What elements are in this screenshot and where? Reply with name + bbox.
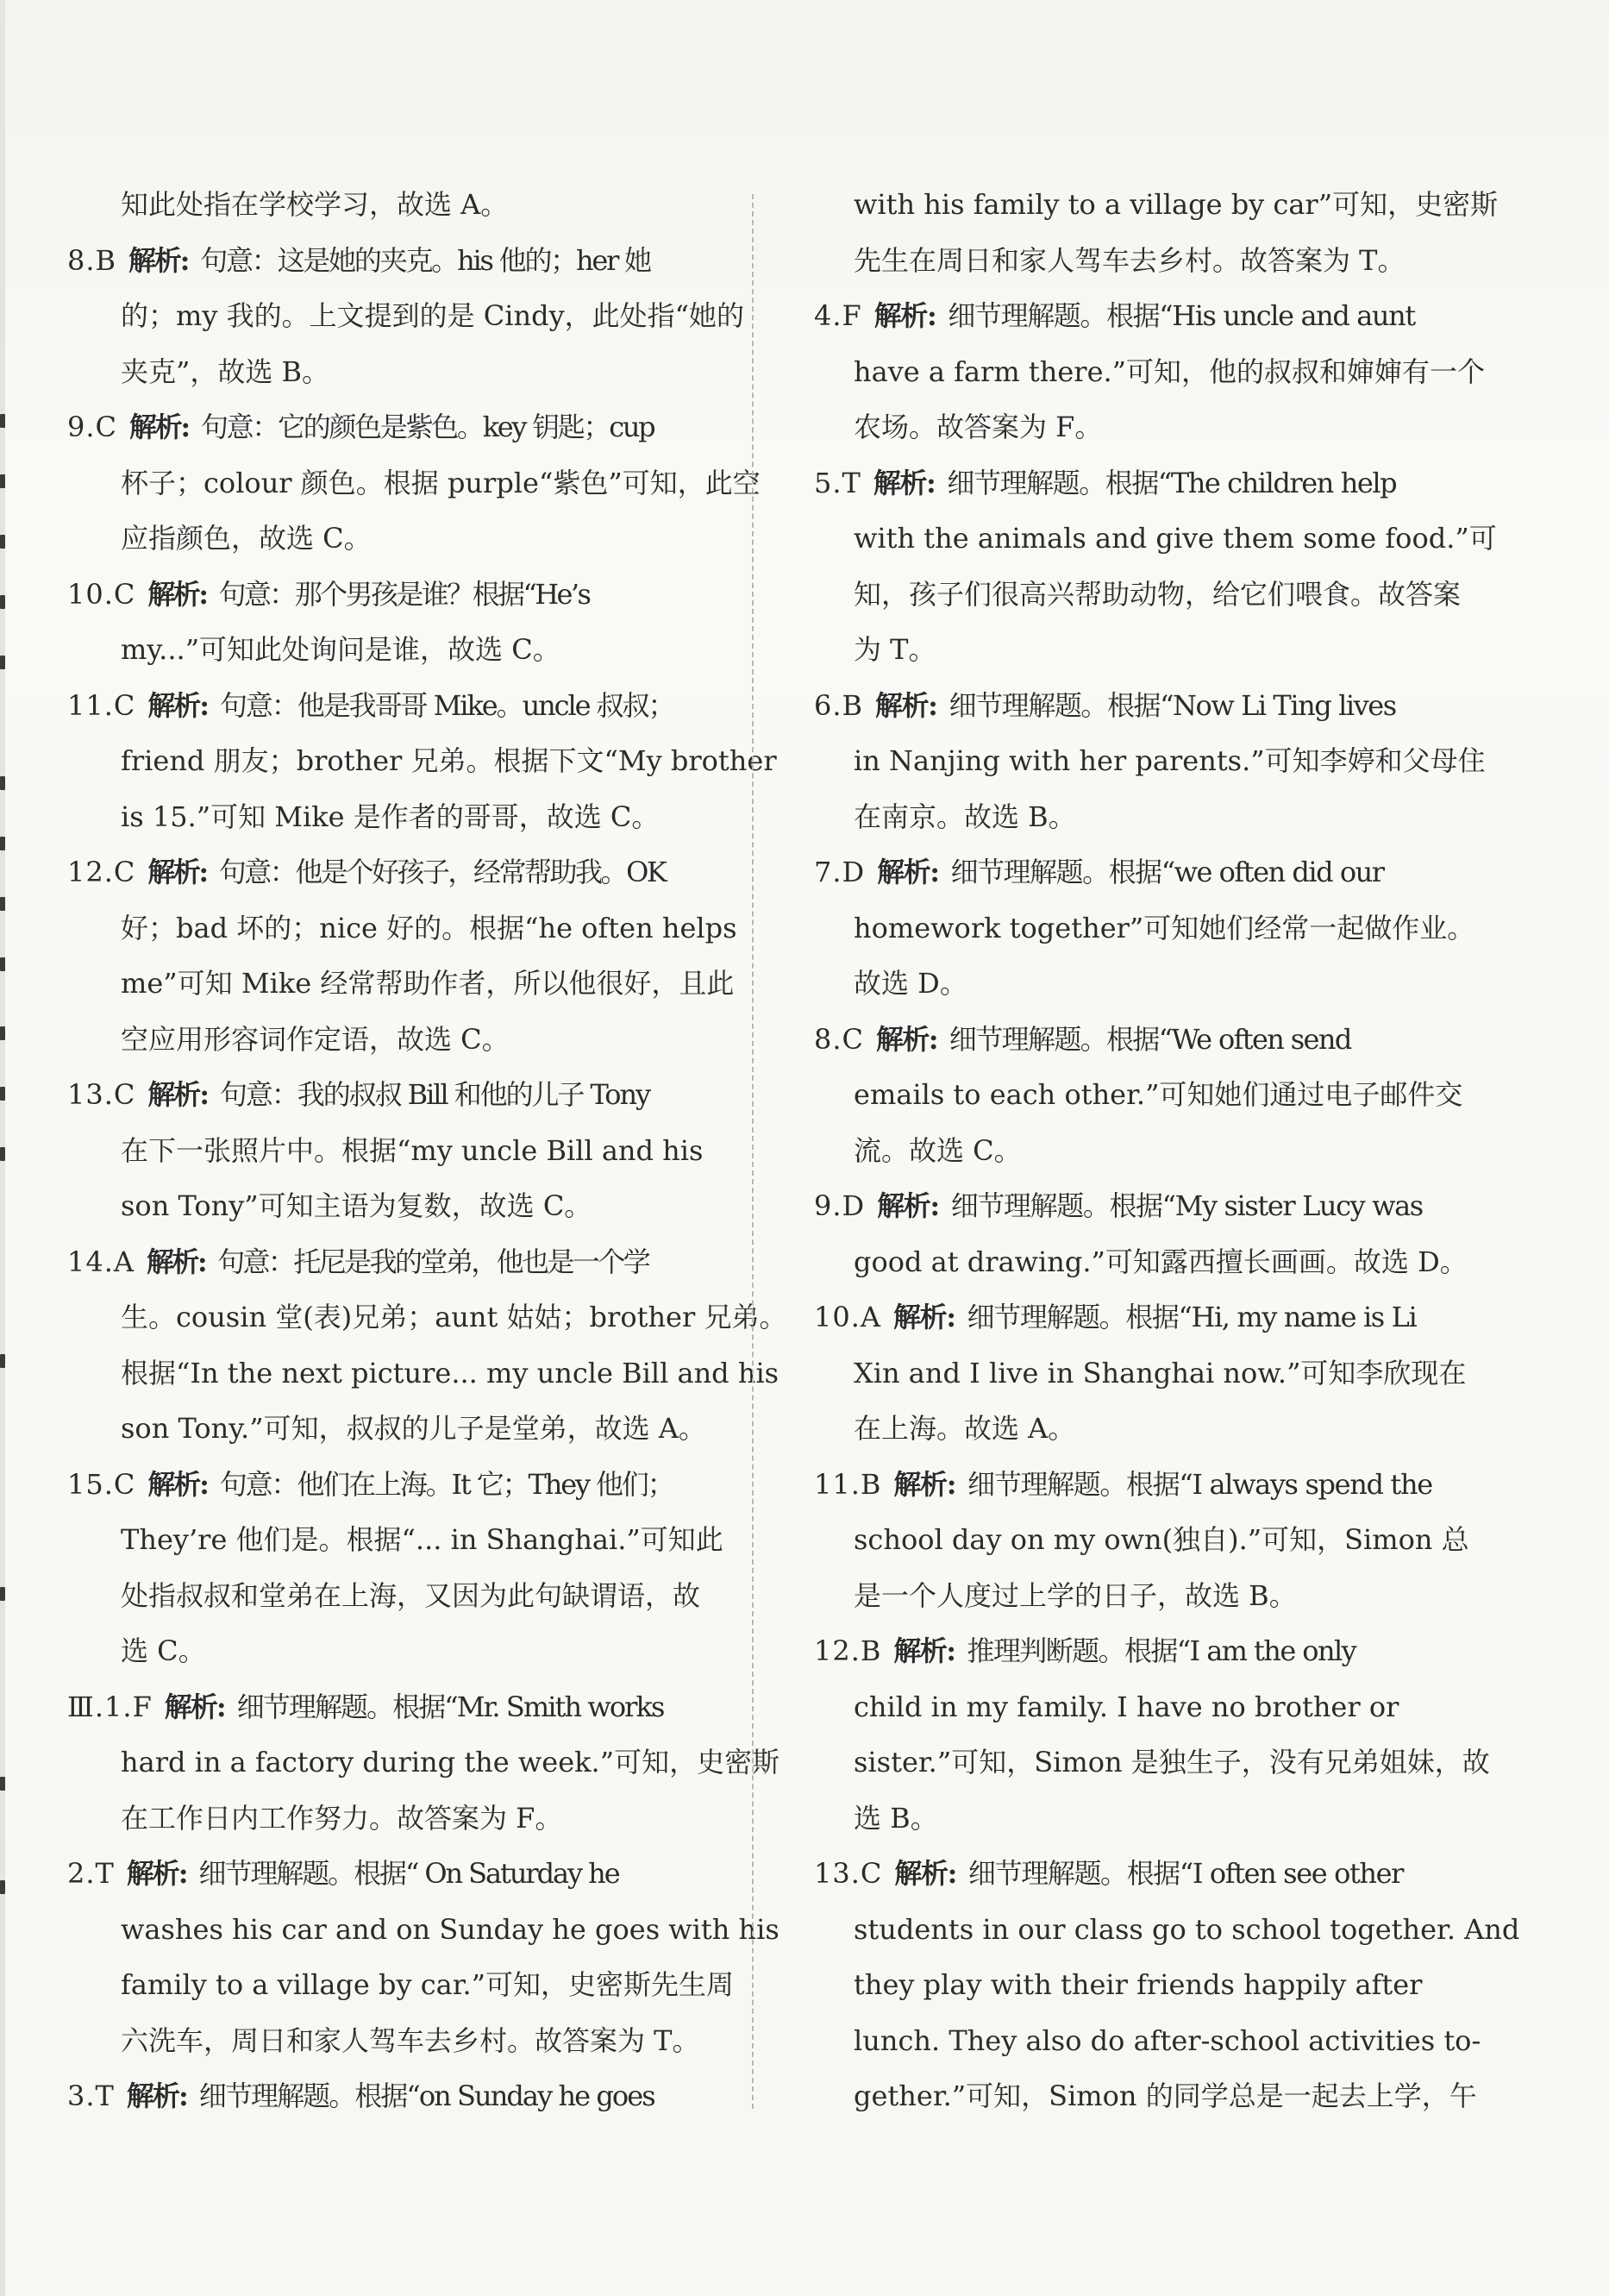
answer-text: 细节理解题。根据“My sister Lucy was [950, 1189, 1423, 1222]
question-number: 3.T [67, 2080, 115, 2112]
answer-text: 细节理解题。根据“We often send [948, 1022, 1351, 1056]
answer-text: with the animals and give them some food.”可 [854, 522, 1497, 555]
question-number: 8.B [67, 243, 117, 277]
answer-entry [814, 288, 1543, 455]
answer-line [854, 2013, 1543, 2069]
answer-text: 生。cousin 堂(表)兄弟；aunt 姑姑；brother 兄弟。 [121, 1301, 787, 1333]
answer-text: 句意：那个男孩是谁？根据“He’s [218, 577, 590, 611]
left-column [67, 177, 811, 2124]
answer-text: 细节理解题。根据“I always spend the [967, 1467, 1432, 1501]
answer-line [854, 1735, 1543, 1791]
answer-text: 细节理解题。根据“Hi, my name is Li [967, 1301, 1417, 1333]
answer-line [121, 1401, 811, 1457]
answer-text: have a farm there.”可知，他的叔叔和婶婶有一个 [854, 354, 1486, 388]
question-number: 8.C [814, 1022, 865, 1056]
answer-line [67, 1457, 811, 1513]
answer-text: 应指颜色，故选 C。 [121, 522, 372, 555]
analysis-tag: 解析: [129, 411, 189, 443]
question-number: 9.D [814, 1189, 866, 1222]
analysis-tag: 解析: [893, 1301, 955, 1333]
analysis-tag: 解析: [877, 856, 939, 888]
question-number: 9.C [67, 411, 118, 443]
answer-text: 农场。故答案为 F。 [854, 411, 1103, 443]
answer-entry [67, 1457, 811, 1679]
analysis-tag: 解析: [877, 1189, 939, 1222]
question-number: 14.A [67, 1245, 135, 1278]
answer-line [121, 1791, 811, 1847]
answer-entry [814, 1623, 1543, 1846]
analysis-tag: 解析: [893, 1634, 955, 1667]
answer-entry [814, 1289, 1543, 1457]
answer-text: 细节理解题。根据“His uncle and aunt [948, 299, 1415, 332]
answer-text: 句意：它的颜色是紫色。key 钥匙；cup [200, 411, 654, 443]
answer-line [121, 733, 811, 789]
analysis-tag: 解析: [873, 466, 936, 499]
answer-text: 流。故选 C。 [854, 1133, 1022, 1167]
answer-line [121, 1957, 811, 2013]
answer-line [814, 1178, 1543, 1234]
analysis-tag: 解析: [164, 1690, 225, 1723]
question-number: 10.C [67, 577, 136, 611]
answer-line [854, 789, 1543, 845]
answer-text: lunch. They also do after-school activities to- [854, 2023, 1481, 2057]
answer-line [854, 1791, 1543, 1847]
answer-line [814, 288, 1543, 344]
answer-line [854, 1512, 1543, 1568]
answer-text: 杯子；colour 颜色。根据 purple“紫色”可知，此空 [121, 466, 761, 499]
answer-line [854, 1067, 1543, 1123]
answer-text: 根据“In the next picture... my uncle Bill and his [121, 1356, 779, 1390]
question-number: 13.C [814, 1857, 883, 1890]
question-number: 6.B [814, 688, 864, 722]
answer-entry [67, 1067, 811, 1234]
answer-text: 细节理解题。根据“ On Saturday he [198, 1857, 619, 1890]
question-number: 12.C [67, 856, 136, 888]
answer-line [67, 1234, 811, 1290]
answer-line [121, 1346, 811, 1402]
answer-text: 空应用形容词作定语，故选 C。 [121, 1022, 510, 1056]
question-number: 12.B [814, 1634, 882, 1667]
answer-line [121, 900, 811, 957]
answer-text: 是一个人度过上学的日子，故选 B。 [854, 1578, 1297, 1612]
answer-entry [67, 399, 811, 567]
answer-text: washes his car and on Sunday he goes with his [121, 1912, 779, 1946]
answer-entry [67, 233, 811, 400]
answer-line [814, 1289, 1543, 1346]
answer-text: friend 朋友；brother 兄弟。根据下文“My brother [121, 744, 777, 777]
question-number: 13.C [67, 1078, 136, 1111]
answer-entry [854, 177, 1543, 288]
analysis-tag: 解析: [147, 1078, 208, 1111]
answer-text: emails to each other.”可知她们通过电子邮件交 [854, 1078, 1463, 1111]
answer-line [854, 1346, 1543, 1402]
answer-text: 先生在周日和家人驾车去乡村。故答案为 T。 [854, 243, 1406, 277]
answer-text: school day on my own(独自).”可知，Simon 总 [854, 1523, 1469, 1556]
answer-text: son Tony.”可知，叔叔的儿子是堂弟，故选 A。 [121, 1412, 706, 1445]
answer-line [121, 1289, 811, 1346]
margin-marks [0, 380, 9, 1932]
answer-text: 夹克”，故选 B。 [121, 354, 330, 388]
answer-text: 在工作日内工作努力。故答案为 F。 [121, 1801, 563, 1835]
answer-text: homework together”可知她们经常一起做作业。 [854, 911, 1475, 944]
analysis-tag: 解析: [147, 1245, 206, 1278]
answer-entry [814, 1012, 1543, 1179]
answer-text: 在上海。故选 A。 [854, 1412, 1076, 1445]
answer-text: son Tony”可知主语为复数，故选 C。 [121, 1189, 592, 1222]
answer-text: 细节理解题。根据“Now Li Ting lives [948, 688, 1396, 722]
answer-text: 句意：他是我哥哥 Mike。uncle 叔叔； [220, 688, 674, 722]
answer-line [121, 1568, 811, 1624]
answer-text: 句意：托尼是我的堂弟，他也是一个学 [217, 1245, 649, 1278]
answer-line [814, 1457, 1543, 1513]
answer-line [121, 1735, 811, 1791]
answer-line [121, 1123, 811, 1179]
answer-line [854, 177, 1543, 233]
question-number: 11.B [814, 1467, 882, 1501]
answer-line [67, 678, 811, 734]
answer-text: 细节理解题。根据“we often did our [950, 856, 1384, 888]
answer-line [121, 344, 811, 400]
question-number: 2.T [67, 1857, 115, 1890]
answer-text: 为 T。 [854, 633, 936, 666]
answer-line [67, 1846, 811, 1902]
answer-text: child in my family. I have no brother or [854, 1690, 1399, 1723]
answer-line [121, 956, 811, 1012]
answer-text: 知，孩子们很高兴帮助动物，给它们喂食。故答案 [854, 577, 1462, 611]
analysis-tag: 解析: [894, 1857, 957, 1890]
answer-text: is 15.”可知 Mike 是作者的哥哥，故选 C。 [121, 800, 660, 833]
answer-line [814, 1623, 1543, 1679]
answer-text: Xin and I live in Shanghai now.”可知李欣现在 [854, 1356, 1467, 1390]
answer-text: sister.”可知，Simon 是独生子，没有兄弟姐妹，故 [854, 1746, 1490, 1778]
answer-entry [67, 1846, 811, 2068]
analysis-tag: 解析: [893, 1467, 956, 1501]
answer-line [121, 1623, 811, 1679]
answer-entry [67, 678, 811, 845]
answer-line [854, 567, 1543, 623]
answer-line [121, 2013, 811, 2069]
answer-line [854, 511, 1543, 567]
answer-entry [814, 678, 1543, 845]
answer-text: They’re 他们是。根据“... in Shanghai.”可知此 [121, 1523, 723, 1556]
answer-text: gether.”可知，Simon 的同学总是一起去上学，午 [854, 2080, 1477, 2112]
answer-line [814, 1846, 1543, 1902]
answer-line [854, 1234, 1543, 1290]
question-number: 5.T [814, 466, 861, 499]
answer-line [854, 1401, 1543, 1457]
answer-text: my...”可知此处询问是谁，故选 C。 [121, 633, 560, 666]
answer-line [814, 455, 1543, 511]
answer-entry [121, 177, 811, 233]
answer-line [121, 789, 811, 845]
answer-text: 句意：他是个好孩子，经常帮助我。OK [218, 856, 666, 888]
answer-text: 处指叔叔和堂弟在上海，又因为此句缺谓语，故 [121, 1578, 701, 1612]
analysis-tag: 解析: [126, 1857, 187, 1890]
question-number: 15.C [67, 1467, 136, 1501]
answer-text: 推理判断题。根据“I am the only [967, 1634, 1356, 1667]
answer-line [854, 900, 1543, 957]
answer-line [121, 1902, 811, 1958]
answer-line [854, 1957, 1543, 2013]
answer-entry [67, 567, 811, 678]
analysis-tag: 解析: [873, 299, 936, 332]
answer-line [854, 956, 1543, 1012]
answer-line [854, 399, 1543, 455]
answer-line [854, 2068, 1543, 2124]
answer-line [854, 1902, 1543, 1958]
answer-entry [814, 455, 1543, 678]
analysis-tag: 解析: [876, 1022, 937, 1056]
answer-entry [814, 844, 1543, 1012]
answer-line [814, 1012, 1543, 1068]
answer-entry [67, 1679, 811, 1847]
answer-text: good at drawing.”可知露西擅长画画。故选 D。 [854, 1245, 1468, 1278]
question-number: 4.F [814, 299, 862, 332]
analysis-tag: 解析: [126, 2080, 187, 2112]
analysis-tag: 解析: [147, 577, 207, 611]
answer-text: 句意：这是她的夹克。his 他的；her 她 [200, 243, 650, 277]
question-number: 11.C [67, 688, 136, 722]
answer-text: 在下一张照片中。根据“my uncle Bill and his [121, 1133, 704, 1167]
answer-line [121, 1178, 811, 1234]
answer-line [854, 1679, 1543, 1735]
answer-text: me”可知 Mike 经常帮助作者，所以他很好，且此 [121, 967, 735, 1000]
answer-line [121, 177, 811, 233]
answer-line [67, 233, 811, 289]
analysis-tag: 解析: [128, 243, 189, 277]
question-number: Ⅲ.1.F [67, 1690, 153, 1723]
answer-text: 选 B。 [854, 1801, 938, 1835]
analysis-tag: 解析: [147, 1467, 208, 1501]
answer-line [854, 622, 1543, 678]
answer-text: family to a village by car.”可知，史密斯先生周 [121, 1968, 735, 2001]
answer-line [67, 1067, 811, 1123]
answer-line [121, 511, 811, 567]
answer-line [854, 344, 1543, 400]
answer-entry [67, 1234, 811, 1457]
answer-line [67, 399, 811, 455]
analysis-tag: 解析: [875, 688, 937, 722]
question-number: 7.D [814, 856, 866, 888]
answer-entry [814, 1178, 1543, 1289]
answer-line [854, 1123, 1543, 1179]
answer-text: 细节理解题。根据“Mr. Smith works [236, 1690, 664, 1723]
answer-text: 在南京。故选 B。 [854, 800, 1076, 833]
answer-line [854, 233, 1543, 289]
answer-entry [67, 844, 811, 1067]
answer-line [67, 1679, 811, 1735]
right-column [814, 177, 1543, 2124]
answer-line [121, 288, 811, 344]
answer-line [814, 844, 1543, 900]
answer-text: with his family to a village by car”可知，史密斯 [854, 188, 1499, 221]
column-divider [752, 194, 754, 2109]
answer-line [67, 844, 811, 900]
answer-line [854, 1568, 1543, 1624]
answer-text: in Nanjing with her parents.”可知李婷和父母住 [854, 744, 1486, 777]
answer-text: hard in a factory during the week.”可知，史密斯 [121, 1746, 780, 1778]
answer-line [67, 2068, 811, 2124]
answer-text: 细节理解题。根据“on Sunday he goes [198, 2080, 654, 2112]
answer-text: 六洗车，周日和家人驾车去乡村。故答案为 T。 [121, 2023, 700, 2057]
answer-text: 的；my 我的。上文提到的是 Cindy，此处指“她的 [121, 299, 745, 332]
answer-text: 好；bad 坏的；nice 好的。根据“he often helps [121, 911, 737, 944]
answer-text: 句意：我的叔叔 Bill 和他的儿子 Tony [220, 1078, 650, 1111]
answer-entry [814, 1457, 1543, 1624]
answer-line [854, 733, 1543, 789]
answer-text: 选 C。 [121, 1634, 206, 1667]
answer-line [121, 1512, 811, 1568]
answer-line [121, 622, 811, 678]
answer-text: they play with their friends happily after [854, 1968, 1423, 2001]
answer-text: 知此处指在学校学习，故选 A。 [121, 188, 509, 221]
answer-text: students in our class go to school together. And [854, 1912, 1520, 1946]
answer-line [67, 567, 811, 623]
question-number: 10.A [814, 1301, 881, 1333]
analysis-tag: 解析: [147, 688, 208, 722]
answer-text: 细节理解题。根据“The children help [947, 466, 1397, 499]
answer-text: 细节理解题。根据“I often see other [968, 1857, 1404, 1890]
answer-text: 句意：他们在上海。It 它；They 他们； [219, 1467, 673, 1501]
answer-entry [814, 1846, 1543, 2124]
answer-line [121, 455, 811, 511]
answer-text: 故选 D。 [854, 967, 967, 1000]
analysis-tag: 解析: [147, 856, 207, 888]
answer-line [121, 1012, 811, 1068]
answer-line [814, 678, 1543, 734]
answer-entry [67, 2068, 811, 2124]
